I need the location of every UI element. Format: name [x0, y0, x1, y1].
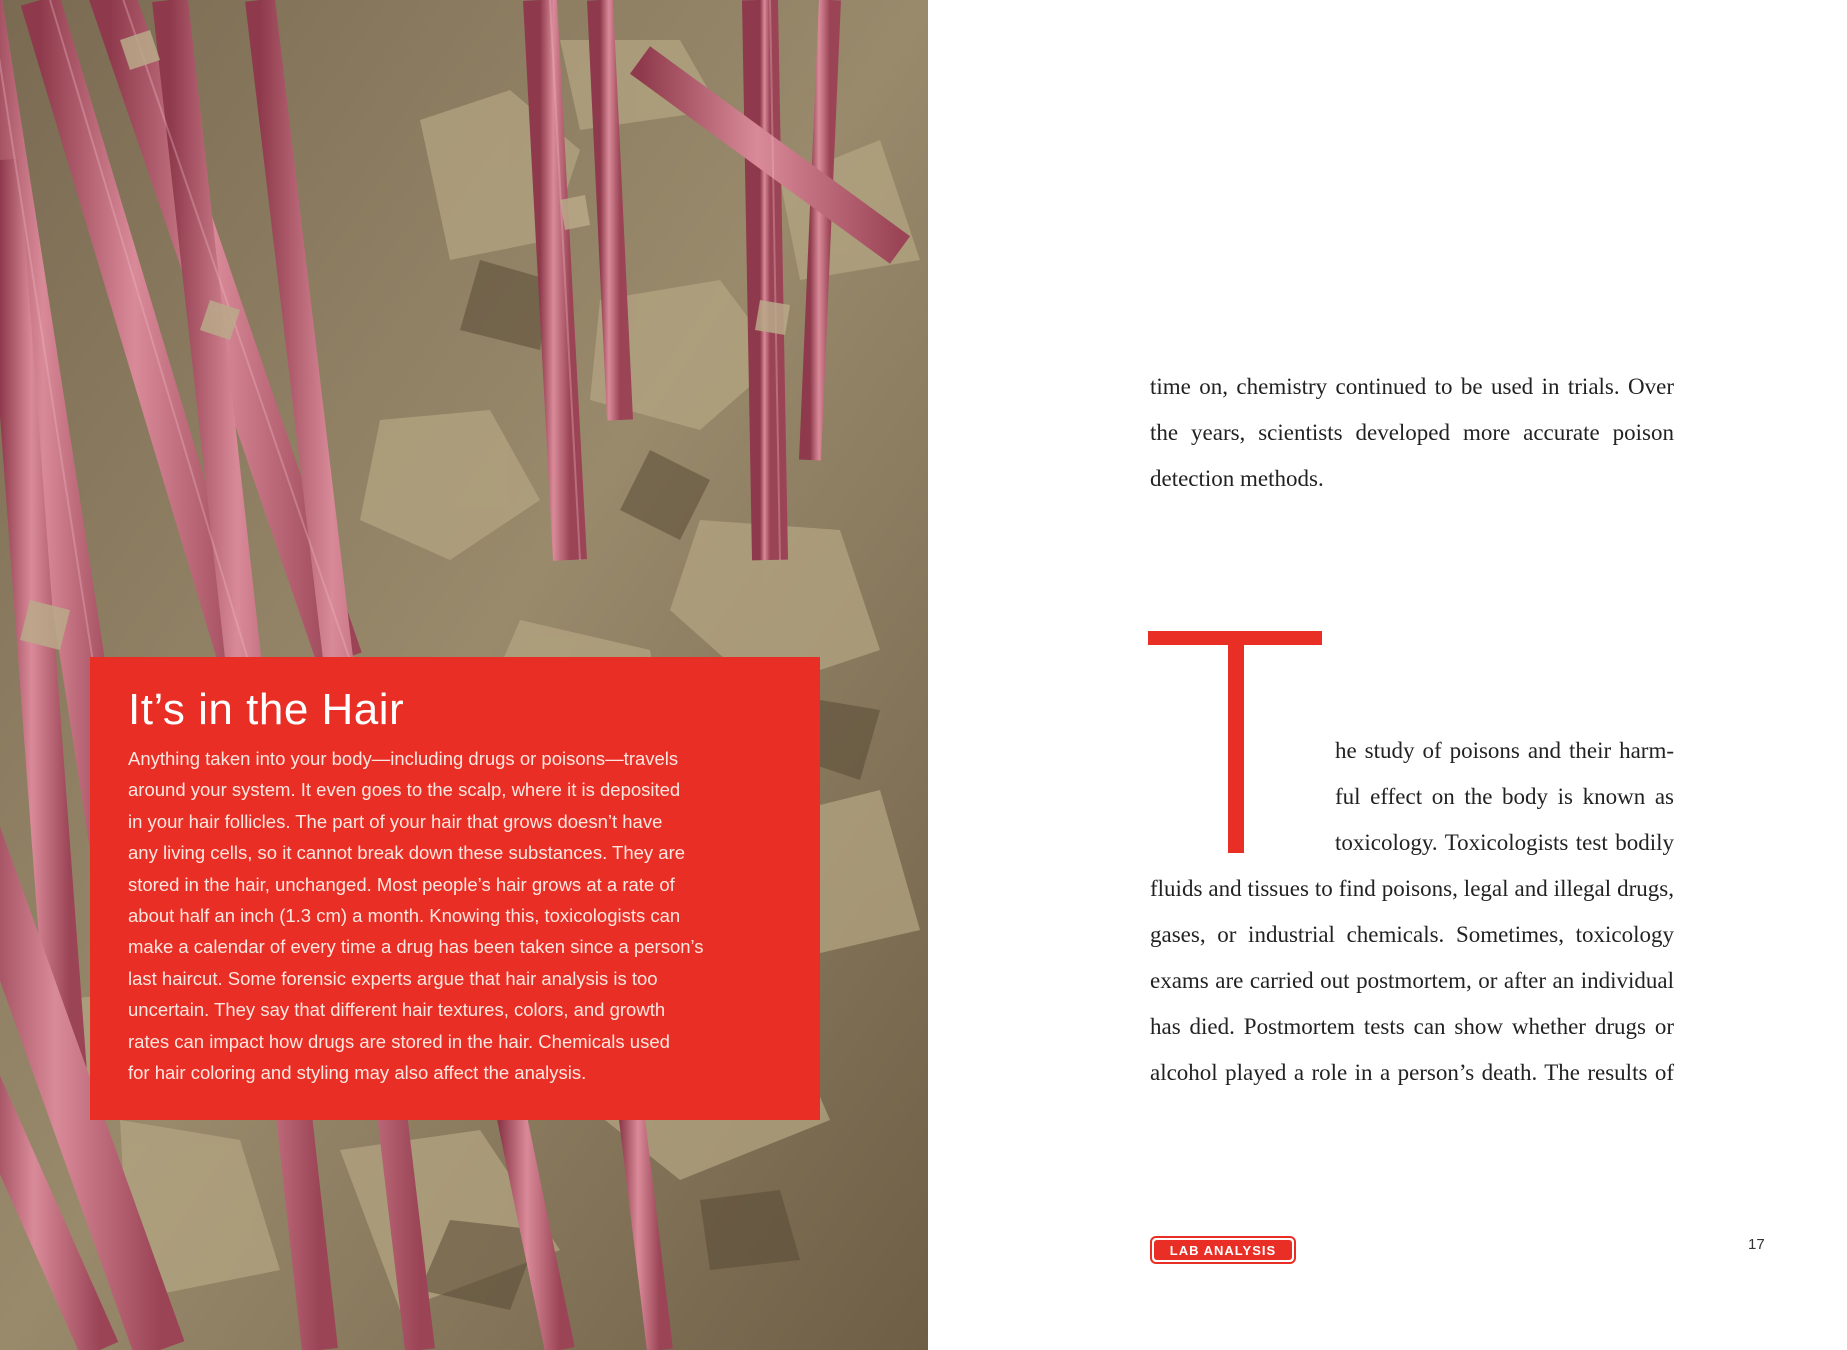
- page-number: 17: [1748, 1236, 1765, 1253]
- sidebar-paragraph: [128, 743, 784, 1088]
- body-paragraph-drop: [1335, 728, 1674, 866]
- body-line: time on, chemistry continued to be used in trials. Over: [1150, 374, 1674, 399]
- section-badge: [1150, 1236, 1296, 1264]
- sidebar-title: It’s in the Hair: [128, 685, 405, 734]
- sidebar-line: stored in the hair, unchanged. Most people’s hair grows at a rate of: [128, 873, 675, 895]
- section-badge-label: LAB ANALYSIS: [1154, 1240, 1292, 1260]
- sidebar-line: rates can impact how drugs are stored in the hair. Chemicals used: [128, 1030, 670, 1052]
- body-line: fluids and tissues to find poisons, legal and illegal drugs,: [1150, 876, 1674, 901]
- sidebar-box: [90, 657, 820, 1120]
- body-line: gases, or industrial chemicals. Sometimes, toxicology: [1150, 922, 1674, 947]
- drop-cap: [1148, 631, 1322, 853]
- sidebar-line: in your hair follicles. The part of your hair that grows doesn’t have: [128, 810, 663, 832]
- body-line: toxicology. Toxicologists test bodily: [1335, 830, 1674, 855]
- body-line: exams are carried out postmortem, or after an individual: [1150, 968, 1674, 993]
- sidebar-line: uncertain. They say that different hair textures, colors, and growth: [128, 999, 666, 1021]
- sidebar-line: any living cells, so it cannot break down these substances. They are: [128, 842, 686, 864]
- body-paragraph-top: [1150, 364, 1674, 502]
- sidebar-line: Anything taken into your body—including drugs or poisons—travels: [128, 748, 679, 769]
- body-line: the years, scientists developed more accurate poison: [1150, 420, 1674, 445]
- body-line: detection methods.: [1150, 466, 1324, 491]
- body-line: he study of poisons and their harm-: [1335, 738, 1674, 763]
- sidebar-line: around your system. It even goes to the scalp, where it is deposited: [128, 779, 681, 801]
- sidebar-line: about half an inch (1.3 cm) a month. Knowing this, toxicologists can: [128, 905, 681, 927]
- body-line: ful effect on the body is known as: [1335, 784, 1674, 809]
- sidebar-line: make a calendar of every time a drug has been taken since a person’s: [128, 936, 704, 958]
- sidebar-line: last haircut. Some forensic experts argue that hair analysis is too: [128, 967, 658, 989]
- body-paragraph-lower: [1150, 866, 1674, 1096]
- body-line: alcohol played a role in a person’s death. The results of: [1150, 1060, 1674, 1085]
- sidebar-line: for hair coloring and styling may also affect the analysis.: [128, 1062, 587, 1084]
- drop-cap-glyph: [1148, 631, 1322, 853]
- body-line: has died. Postmortem tests can show whether drugs or: [1150, 1014, 1674, 1039]
